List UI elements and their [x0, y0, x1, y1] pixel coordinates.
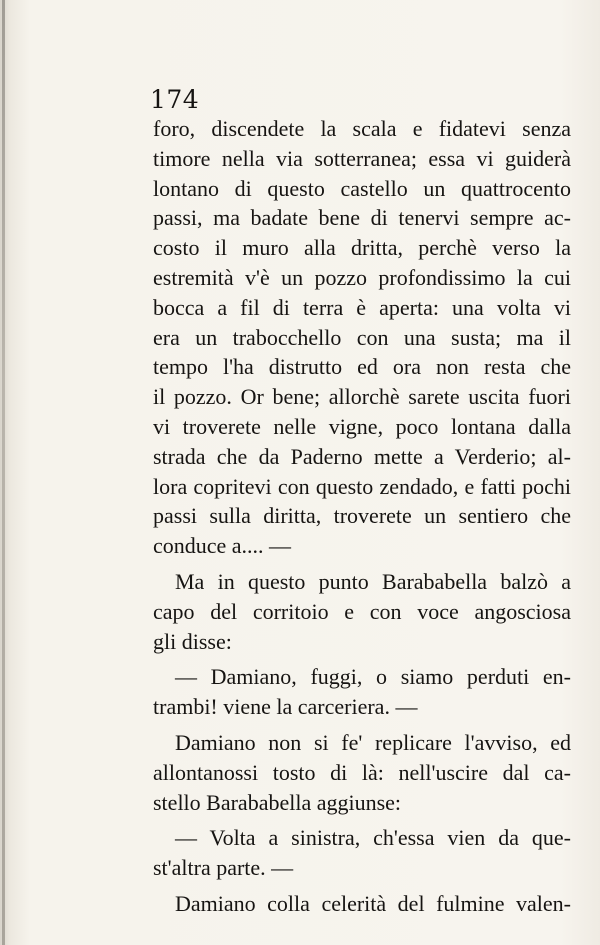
text-line: passi, ma badate bene di tenervi sempre ac-: [153, 205, 571, 231]
text-line: strada che da Paderno mette a Verderio; al-: [153, 443, 571, 469]
text-line: gli disse:: [153, 628, 232, 654]
text-line: lora copritevi con questo zendado, e fatti pochi: [153, 473, 571, 499]
text-line: allontanossi tosto di là: nell'uscire dal ca-: [153, 759, 571, 785]
text-line: estremità v'è un pozzo profondissimo la cui: [153, 264, 571, 290]
text-line: bocca a fil di terra è aperta: una volta vi: [153, 294, 571, 320]
dialogue-line: — Damiano, fuggi, o siamo perduti en-: [175, 664, 571, 690]
text-line: lontano di questo castello un quattrocento: [153, 175, 571, 201]
page-text: [153, 114, 571, 919]
text-line: era un trabocchello con una susta; ma il: [153, 324, 571, 350]
text-line: il pozzo. Or bene; allorchè sarete uscita fuori: [153, 384, 571, 410]
text-line: st'altra parte. —: [153, 855, 294, 881]
dialogue-line: — Volta a sinistra, ch'essa vien da que-: [175, 825, 571, 851]
text-line: tempo l'ha distrutto ed ora non resta che: [153, 354, 571, 380]
page-gutter-edge: [2, 0, 5, 945]
text-line: conduce a.... —: [153, 533, 292, 559]
text-line: trambi! viene la carceriera. —: [153, 694, 418, 720]
text-line: costo il muro alla dritta, perchè verso la: [153, 235, 571, 261]
text-line: stello Barababella aggiunse:: [153, 789, 402, 815]
text-line: foro, discendete la scala e fidatevi senza: [153, 116, 571, 141]
text-line: passi sulla diritta, troverete un sentiero che: [153, 503, 571, 529]
paragraph-start-line: Damiano non si fe' replicare l'avviso, ed: [175, 729, 571, 755]
text-line: capo del corritoio e con voce angosciosa: [153, 598, 571, 624]
paragraph-start-line: Ma in questo punto Barababella balzò a: [175, 568, 571, 594]
text-line: vi troverete nelle vigne, poco lontana dalla: [153, 413, 571, 439]
paragraph-start-line: Damiano colla celerità del fulmine valen-: [175, 890, 571, 916]
page-number: 174: [150, 85, 200, 114]
text-line: timore nella via sotterranea; essa vi guiderà: [153, 145, 571, 171]
